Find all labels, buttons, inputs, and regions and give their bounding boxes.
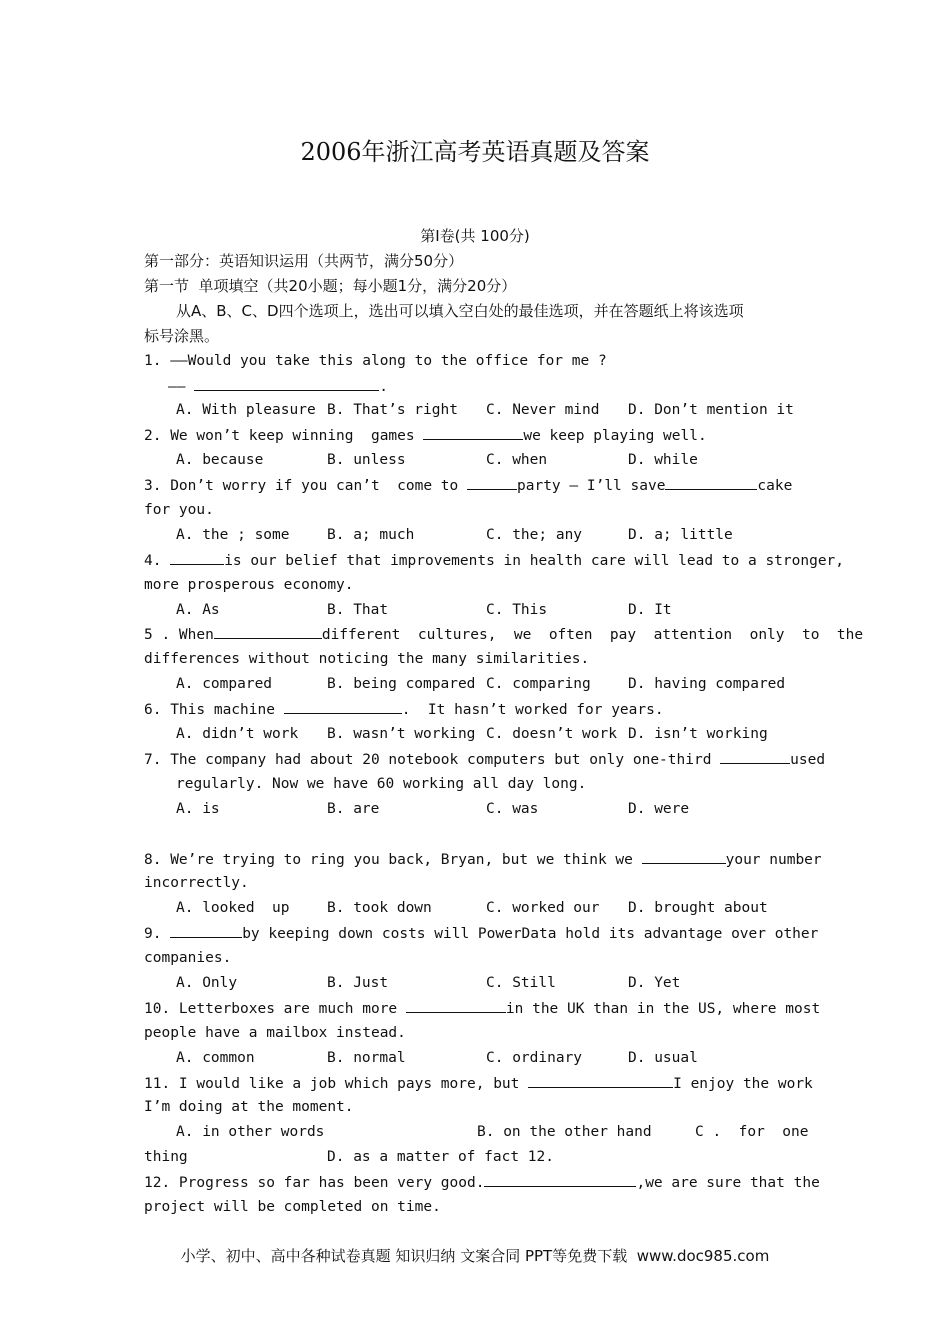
question-12-stem: 12. Progress so far has been very good. ,we are sure that the <box>144 1172 820 1192</box>
instruction-line-1: 从A、B、C、D四个选项上，选出可以填入空白处的最佳选项，并在答题纸上将该选项 <box>176 302 744 320</box>
question-8-stem: 8. We’re trying to ring you back, Bryan, but we think we your number <box>144 849 822 869</box>
part-heading: 第一部分：英语知识运用（共两节，满分50分） <box>144 252 464 270</box>
page-footer: 小学、初中、高中各种试卷真题 知识归纳 文案合同 PPT等免费下载 www.doc985.com <box>180 1247 770 1265</box>
question-5-options: A. compared B. being compared C. comparing D. having compared <box>176 676 786 692</box>
question-2-options: A. because B. unless C. when D. while <box>176 452 698 468</box>
volume-heading: 第Ⅰ卷(共 100分) <box>420 227 530 245</box>
question-10-stem-line-2: people have a mailbox instead. <box>144 1025 406 1041</box>
question-11-options-line-1: A. in other words B. on the other hand C . for one <box>176 1124 809 1140</box>
question-1-reply: —— . <box>168 376 388 396</box>
answer-blank <box>484 1172 636 1187</box>
question-11-options-line-2: thing D. as a matter of fact 12. <box>144 1149 554 1165</box>
question-10-stem: 10. Letterboxes are much more in the UK than in the US, where most <box>144 998 820 1018</box>
question-5-stem: 5 . When different cultures, we often pay attention only to the <box>144 624 863 644</box>
answer-blank <box>665 475 757 490</box>
question-7-stem: 7. The company had about 20 notebook computers but only one-third used <box>144 749 825 769</box>
question-8-stem-line-2: incorrectly. <box>144 875 249 891</box>
question-1-stem: 1. ——Would you take this along to the office for me ? <box>144 353 607 369</box>
question-11-stem: 11. I would like a job which pays more, but I enjoy the work <box>144 1073 813 1093</box>
answer-blank <box>170 550 224 565</box>
answer-blank <box>214 624 322 639</box>
question-3-options: A. the ; some B. a; much C. the; any D. a; little <box>176 527 733 543</box>
question-2-stem: 2. We won’t keep winning games we keep playing well. <box>144 425 707 445</box>
question-4-stem: 4. is our belief that improvements in health care will lead to a stronger, <box>144 550 844 570</box>
question-3-stem-line-2: for you. <box>144 502 214 518</box>
question-1-options: A. With pleasure B. That’s right C. Never mind D. Don’t mention it <box>176 402 794 418</box>
question-5-stem-line-2: differences without noticing the many similarities. <box>144 651 590 667</box>
section-heading: 第一节 单项填空（共20小题；每小题1分，满分20分） <box>144 277 517 295</box>
question-9-options: A. Only B. Just C. Still D. Yet <box>176 975 681 991</box>
question-9-stem: 9. by keeping down costs will PowerData hold its advantage over other <box>144 923 818 943</box>
answer-blank <box>170 923 242 938</box>
answer-blank <box>720 749 790 764</box>
question-3-stem: 3. Don’t worry if you can’t come to party — I’ll save cake <box>144 475 792 495</box>
answer-blank <box>284 699 402 714</box>
answer-blank <box>642 849 726 864</box>
answer-blank <box>528 1073 673 1088</box>
question-7-options: A. is B. are C. was D. were <box>176 801 690 817</box>
question-9-stem-line-2: companies. <box>144 950 232 966</box>
question-7-stem-line-2: regularly. Now we have 60 working all day long. <box>176 776 587 792</box>
answer-blank <box>423 425 523 440</box>
question-6-stem: 6. This machine . It hasn’t worked for years. <box>144 699 664 719</box>
question-11-stem-line-2: I’m doing at the moment. <box>144 1099 354 1115</box>
question-12-stem-line-2: project will be completed on time. <box>144 1199 441 1215</box>
question-8-options: A. looked up B. took down C. worked our D. brought about <box>176 900 768 916</box>
instruction-line-2: 标号涂黑。 <box>144 327 220 345</box>
answer-blank <box>194 376 379 391</box>
answer-blank <box>467 475 517 490</box>
question-4-stem-line-2: more prosperous economy. <box>144 577 354 593</box>
question-4-options: A. As B. That C. This D. It <box>176 602 672 618</box>
document-title: 2006年浙江高考英语真题及答案 <box>300 138 650 166</box>
question-6-options: A. didn’t work B. wasn’t working C. doesn’t work D. isn’t working <box>176 726 768 742</box>
question-10-options: A. common B. normal C. ordinary D. usual <box>176 1050 698 1066</box>
answer-blank <box>406 998 506 1013</box>
